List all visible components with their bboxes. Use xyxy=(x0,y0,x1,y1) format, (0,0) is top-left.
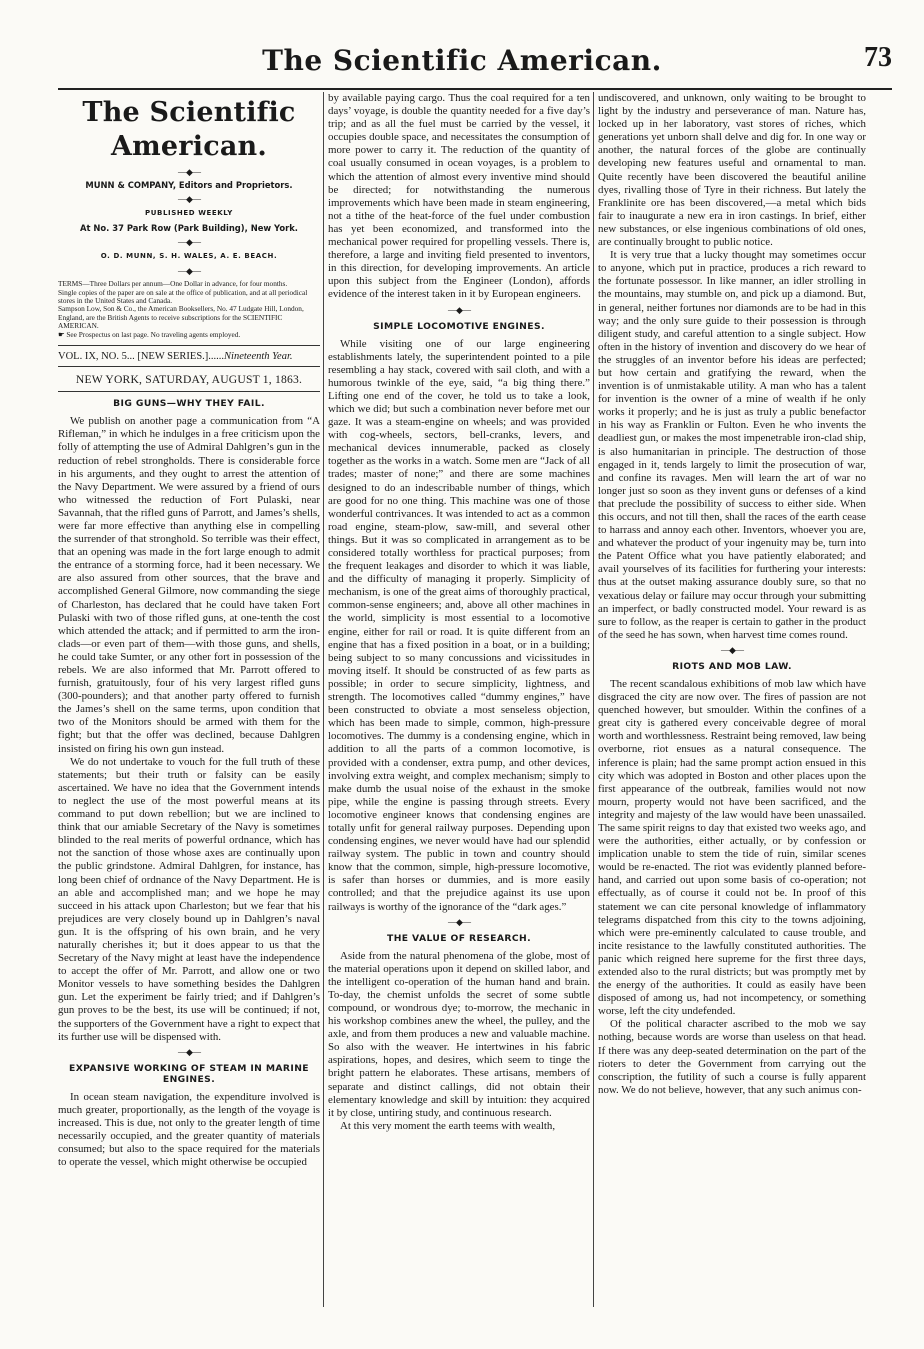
paragraph: undiscovered, and unknown, only waiting to be brought to light by the industry and perseverance of man. Nature has, locked up in her laboratory, vast stores of riches, which generations yet unborn shall delve and dig for. In one way or another, the natural forces of the globe are continually developing new features useful and ornamental to man. Quite recently have been discovered the beautiful aniline dyes, rivalling those of Tyre in their richness. But lately the Franklinite ore has been discovered,—a metal which bids fair to inaugurate a new era in iron castings. In brief, either new substances, or else ingenious combinations of old ones, are continually brought to public notice. xyxy=(598,92,866,249)
masthead-terms xyxy=(58,280,320,339)
paragraph: In ocean steam navigation, the expenditure involved is much greater, proportionally, as the length of the voyage is increased. This is due, not only to the greater length of time necessarily occupied, and the greater quantity of materials consumed; but also to the space required for the materials to operate the vessel, which might otherwise be occupied xyxy=(58,1090,320,1169)
running-head xyxy=(0,40,924,80)
column-3 xyxy=(598,92,866,1307)
masthead-weekly: PUBLISHED WEEKLY xyxy=(145,209,233,217)
masthead-editors: MUNN & COMPANY, Editors and Proprietors. xyxy=(85,180,293,190)
article-heading-research: THE VALUE OF RESEARCH. xyxy=(387,932,531,944)
column-2 xyxy=(328,92,590,1307)
paragraph: We do not undertake to vouch for the full truth of these statements; but their truth or falsity can be easily ascertained. We have no idea that the Government intends to neglect the use of the most powerful means at its command to put down rebellion; but we are inclined to think that our amiable Secretary of the Navy is sometimes blinded to the real merits of powerful ordnance, which has not the sanction of those whose axes are continually upon the public grindstone. Admiral Dahlgren, for instance, has long been chief of ordnance of the Navy Department. He is an able and accomplished man; and we hope he may succeed in his attack upon Charleston; but we fear that his prejudices are very closely bound up in Dahlgren’s naval gun. It is the offspring of his own brain, and he very naturally cherishes it; but it does appear to us that the Secretary of the Navy might at least have the independence to accept the offer of Mr. Parrott, and allow one or two Monitor vessels to have something besides the Dahlgren gun. Let the experiment be fairly tried; and if Dahlgren’s gun proves to be the best, its use will be continued; if not, the supporters of the Government have a right to expect that its further use will be dispensed with. xyxy=(58,755,320,1043)
ornament-divider: —◆— xyxy=(448,916,470,927)
ornament-divider: —◆— xyxy=(178,266,200,277)
masthead-title: The Scientific American. xyxy=(82,97,296,162)
column-rule xyxy=(593,92,594,1307)
volume-line xyxy=(58,345,320,367)
page-number: 73 xyxy=(864,42,892,73)
article-heading-big-guns: BIG GUNS—WHY THEY FAIL. xyxy=(113,398,265,410)
ornament-divider: —◆— xyxy=(178,1046,200,1057)
ornament-divider: —◆— xyxy=(178,167,200,177)
terms-line: TERMS—Three Dollars per annum—One Dollar in advance, for four months. xyxy=(58,279,288,289)
article-heading-steam: EXPANSIVE WORKING OF STEAM IN MARINE ENGINES. xyxy=(69,1062,309,1085)
ornament-divider: —◆— xyxy=(178,194,200,204)
terms-line: ☛ See Prospectus on last page. No traveling agents employed. xyxy=(58,329,241,339)
paragraph: Aside from the natural phenomena of the globe, most of the material operations upon it depend on skilled labor, and the intelligent co-operation of the human hand and brain. To-day, the chemist unfolds the secret of some subtle compound, or wondrous dye; to-morrow, the mechanic in his workshop combines anew the wheel, the pulley, and the axle, and from them produces a new and valuable machine. So also with the weaver. He intertwines in his fabric aspirations, hopes, and desires, which seem to tinge the bright pattern he elaborates. These artisans, members of separate and distinct callings, did not obtain their elementary knowledge and skill by intuition: they acquired it by close, untiring study, and continuous research. xyxy=(328,949,590,1119)
issue-date: NEW YORK, SATURDAY, AUGUST 1, 1863. xyxy=(58,367,320,392)
column-1 xyxy=(58,92,320,1307)
volume-number: VOL. IX, NO. 5... [NEW SERIES.]...... xyxy=(58,351,225,363)
paragraph: We publish on another page a communication from “A Rifleman,” in which he indulges in a free criticism upon the folly of attempting the use of Admiral Dahlgren’s gun in the reduction of rebel strongholds. There is considerable force in his arguments, and they ought to arrest the attention of the Navy Department. We were assured by a friend of ours who witnessed the reduction of Fort Pulaski, near Savannah, that the rifled guns of Parrott, and James’s shells, were far more effective than anything else in compelling the surrender of that stronghold. So terrible was their effect, that an opening was made in the fort large enough to admit the entrance of a storming force, had it been necessary. We are also assured from other sources, that the brave and accomplished General Gilmore, now commanding the siege of Charleston, has declared that he could have taken Fort Pulaski with two of those rifled guns, at one-tenth the cost which attended the attack; and if permitted to arm the iron-clads—or even part of them—with those guns, and shells, he could take Sumter, or any other fort in possession of the rebels. We are also informed that Mr. Parrott offered to furnish, gratuitously, four of his very largest rifled guns (300-pounders); and that another party offered to furnish the James’s shell on the same terms, upon condition that two of the Monitors should be armed with them for the fight; but that the offer was declined, because Dahlgren insisted on firing his own gun instead. xyxy=(58,415,320,755)
masthead-names: O. D. MUNN, S. H. WALES, A. E. BEACH. xyxy=(100,252,278,261)
paragraph: It is very true that a lucky thought may sometimes occur to anyone, which put in practice, produces a rich reward to the fortunate possessor. In like manner, an idler strolling in the mountains, may stumble on, and pick up a diamond. But, in general, neither fortunes nor diamonds are to be had in this way; and the only sure guide to their possession is through diligent study, and careful attention to a single subject. How often in the history of invention and discovery do we hear of the struggles of an inventor before his ideas are perfected; but how certain and gratifying the reward, when the invention is of unmistakable utility. A man who has a talent for invention is the owner of a mine of wealth if he only works it properly; and he is just as truly a public benefactor in his way as Franklin or Fulton. Even he who invents the deadliest gun, or makes the most impenetrable iron-clad ship, is also humanitarian in principle. The destruction of those engaged in it, tends largely to limit the prosecution of war, and confine its ravages. Men will learn the art of war no longer just so soon as they invent guns or defenses of a kind that preclude the possibility of success to either side. When this occurs, and not till then, shall the races of the earth cease to harrass and annoy each other. Inventors, whoever you are, and whatever the product of your ingenuity may be, turn into the Patent Office what you have patiently elaborated; and avail yourselves of its facilities for furthering your interests: thus at the outset making assurance doubly sure, so that no vexatious delay or failure may occur through your submitting an imperfect, or badly constructed model. Your reward is as sure to follow, as the reaper is certain to gather in the product of the seed he has sown, when harvest time comes round. xyxy=(598,249,866,641)
paragraph: by available paying cargo. Thus the coal required for a ten days’ voyage, is double the quantity needed for a five day’s trip; and as all the fuel must be carried by the vessel, it occupies double space, and necessitates the consumption of more power to carry it. The reduction of the quantity of coal usually consumed in ocean voyages, is a problem to which the attention of almost every inventive mind should be directed; for notwithstanding the numerous improvements which have been made in steam engineering, not a tithe of the heat-force of the fuel under combustion has yet been economized, and transformed into the mechanical power required for propelling vessels. There is, therefore, a large and inviting field presented to inventors, in this direction, for developing improvements. An article upon this subject from the Engineer (London), affords evidence of the interest taken in it by European engineers. xyxy=(328,92,590,301)
paragraph: Of the political character ascribed to the mob we say nothing, because words are worse than useless on that head. If there was any deep-seated determination on the part of the rioters to deter the Government from carrying out the conscription, the futility of such a course is fully apparent now. We do not believe, however, that any such animus con- xyxy=(598,1018,866,1096)
terms-line: Single copies of the paper are on sale at the office of publication, and at all periodical stores in the United States and Canada. xyxy=(58,287,308,305)
masthead-address: At No. 37 Park Row (Park Building), New York. xyxy=(80,223,298,234)
paragraph: The recent scandalous exhibitions of mob law which have disgraced the city are now over. The fires of passion are not quenched however, but smoulder. Within the confines of a great city is gathered every conceivable degree of moral worth and worthlessness. Restraint being removed, law being overborne, riot ensues as a natural consequence. The inference is plain; had the same prompt action ensued in this city which was adopted in Boston and other places upon the first appearance of the outbreak, families would not now mourn, property would not have been sacrificed, and the integrity and majesty of the law would have been unassailed. The same spirit reigns to day that existed two weeks ago, and were the authorities, either actually, or by confession or implication unable to stem the tide of ruin, similar scenes would be re-enacted. The riot was evidently planned before-hand, and carried out upon some basis of co-operation; not effectually, as of course it could not be. In proof of this statement we can cite personal knowledge of inflammatory telegrams dispatched from this city to the towns adjoining, which were pre-eminently calculated to cause trouble, and incite resistance to the lawfully constituted authorities. The panic which reigned here supreme for the first three days, extended also to the rural districts; but was promptly met by the energy of the authorities. It could as easily have been disposed of among us, had not incompetency, or something worse, left the city undefended. xyxy=(598,677,866,1018)
volume-year: Nineteenth Year. xyxy=(224,351,293,363)
terms-line: Sampson Low, Son & Co., the American Booksellers, No. 47 Ludgate Hill, London, England, are the British Agents to receive subscriptions for the SCIENTIFIC AMERICAN. xyxy=(58,304,304,331)
article-heading-riots: RIOTS AND MOB LAW. xyxy=(672,660,792,672)
header-rule xyxy=(58,88,892,90)
ornament-divider: —◆— xyxy=(178,237,200,248)
paragraph: While visiting one of our large engineering establishments lately, the superintendent pointed to a pile resembling a hay stack, covered with sail cloth, and with a humorous twinkle of the eye, said, “a big thing there.” Lifting one end of the cover, he told us to take a look, which we did; but such a combination never before met our gaze. It was a steam-engine on wheels; and was provided with cog-wheels, sectors, bell-cranks, levers, and mechanical devices innumerable, packed as closely together as the works in a watch. Some men are “Jack of all trades; master of none;” and there are some machines designed to do an indescribable number of things, which are good for no one thing. This machine was one of those wonderful contrivances. It was intended to act as a common road engine, steam-plow, saw-mill, and several other things. But it was so complicated in arrangement as to be considered totally worthless for practical purposes; from the frequent leakages and disorder to which it was liable, and the difficulty of managing it properly. Simplicity of mechanism, is one of the great aims of thoroughly practical, common-sense engineers; and, above all other machines in the world, simplicity is most essential to a locomotive engine, either for rail or road. It is quite different from an engine that has a fixed position in a boat, or in a building; being subject to so many concussions and vicissitudes in moving itself. It should be constructed of as few parts as possible; in order to secure simplicity, lightness, and strength. The locomotives called “dummy engines,” have been constructed to obviate a most senseless objection, which has been made to simple, common, high-pressure locomotives. The dummy is a condensing engine, which in addition to all the parts of a common locomotive, is provided with a condenser, extra pump, and other devices, involving extra weight, and complex mechanism; simply to make dumb the usual noise of the exhaust in the smoke pipe, while the engine is passing through streets. Every locomotive engineer knows that condensing engines are totally unfit for general railway purposes. Depending upon condensing engines, we never would have had our splendid railway system. The public in town and country should know that the common, simple, high-pressure locomotive, is safer than horses or dummies, and is more easily controlled; and that the prejudice against its use upon railways is worthy of the ignorance of the “dark ages.” xyxy=(328,337,590,913)
column-rule xyxy=(323,92,324,1307)
ornament-divider: —◆— xyxy=(448,304,470,315)
running-title: The Scientific American. xyxy=(262,44,662,77)
ornament-divider: —◆— xyxy=(721,644,743,655)
article-heading-locomotive: SIMPLE LOCOMOTIVE ENGINES. xyxy=(373,320,545,332)
paragraph: At this very moment the earth teems with wealth, xyxy=(340,1119,556,1132)
